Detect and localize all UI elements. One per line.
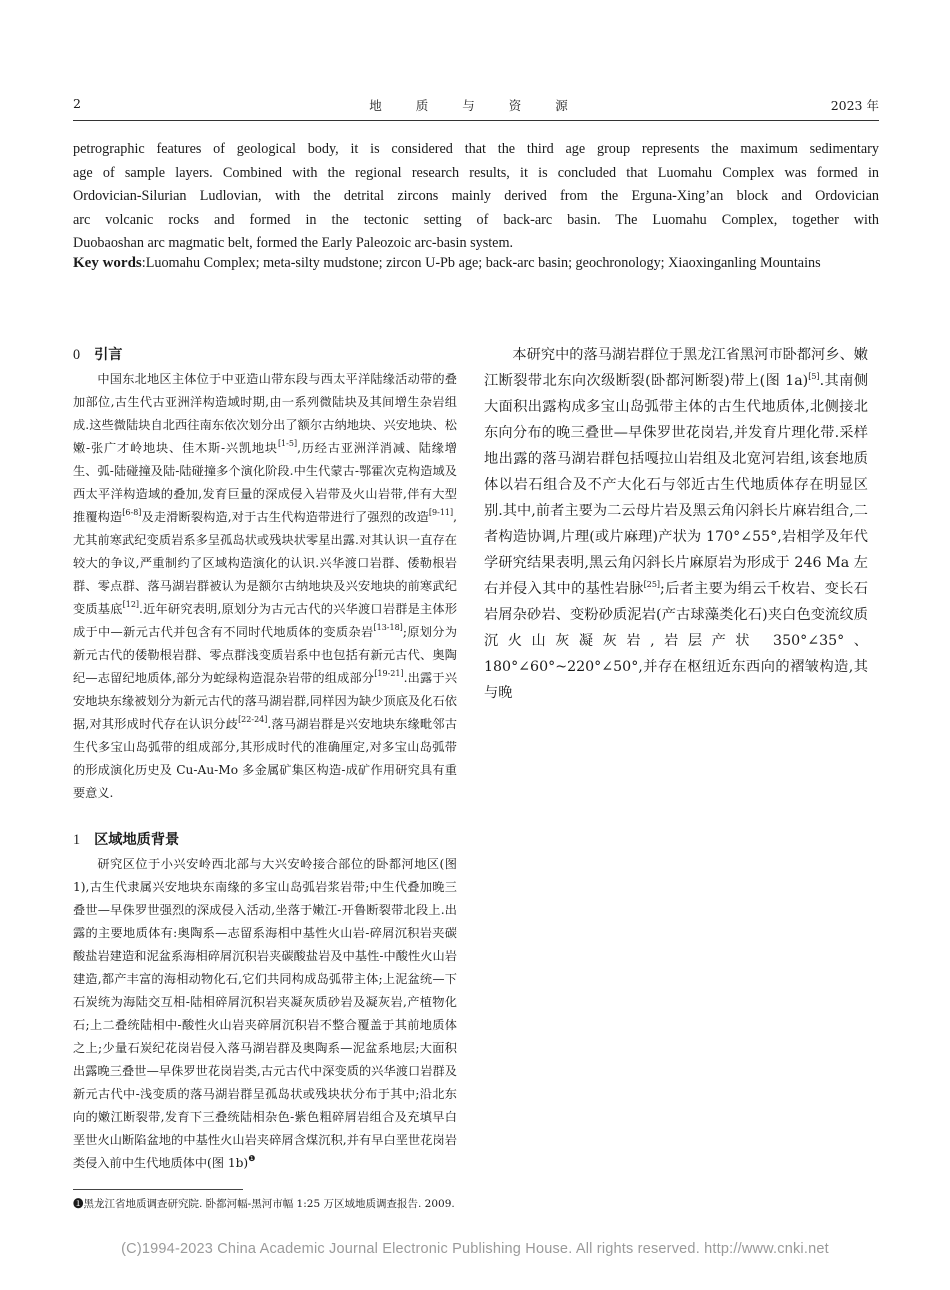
- abstract-line-3: Ordovician-Silurian Ludlovian, with the detrital zircons mainly derived from the Erguna-Xing’an block and Ordovician: [73, 188, 879, 204]
- footnote-rule: [73, 1189, 243, 1190]
- citation: [12]: [122, 600, 140, 609]
- section-gap: [73, 805, 457, 827]
- footnote: [73, 1196, 879, 1212]
- copyright-footer: (C)1994-2023 China Academic Journal Electronic Publishing House. All rights reserved. http://www.cnki.net: [121, 1241, 829, 1257]
- text-run: .出露于兴安地块东缘被划分为新元古代的落马湖岩群,同样因为缺少顶底及化石依据,对其形成时代存在认识分歧: [73, 671, 458, 731]
- page-number: 2: [73, 96, 81, 111]
- footnote-mark: ❶: [73, 1198, 84, 1210]
- keywords-text: Luomahu Complex; meta-silty mudstone; zircon U-Pb age; back-arc basin; geochronology; Xiaoxinganling Mountains: [145, 255, 821, 271]
- citation: [19-21]: [374, 669, 404, 678]
- footnote-text: 黑龙江省地质调查研究院. 卧都河幅-黑河市幅 1:25 万区域地质调查报告. 2009.: [83, 1198, 455, 1210]
- text-run: ;后者主要为绢云千枚岩、变长石岩屑杂砂岩、变粉砂质泥岩(产古球藻类化石)夹白色变流纹质沉火山灰凝灰岩,岩层产状 350°∠35°、180°∠60°~220°∠50°,并存在枢纽近东西向的褶皱构造,其与晚: [484, 581, 868, 701]
- regional-paragraph-2: [484, 342, 868, 706]
- citation: [13-18]: [373, 623, 403, 632]
- text-run: 研究区位于小兴安岭西北部与大兴安岭接合部位的卧都河地区(图 1),古生代隶属兴安地块东南缘的多宝山岛弧岩浆岩带;中生代叠加晚三叠世—早侏罗世强烈的深成侵入活动,坐落于嫩江-开鲁断裂带北段上.出露的主要地质体有:奥陶系—志留系海相中基性火山岩-碎屑沉积岩夹碳酸盐岩建造和泥盆系海相碎屑沉积岩夹碳酸盐岩及中基性-中酸性火山岩建造,都产丰富的海相动物化石,它们共同构成岛弧带主体;上泥盆统—下石炭统为海陆交互相-陆相碎屑沉积岩夹凝灰质砂岩及凝灰岩,产植物化石;上二叠统陆相中-酸性火山岩夹碎屑沉积岩不整合覆盖于其前地质体之上;少量石炭纪花岗岩侵入落马湖岩群及奥陶系—泥盆系地层;大面积出露晚三叠世—早侏罗世花岗岩类,古元古代中深变质的兴华渡口岩群及新元古代中-浅变质的落马湖岩群呈孤岛状或残块状分布于其中;沿北东向的嫩江断裂带,发育下三叠统陆相杂色-紫色粗碎屑岩组合及充填早白垩世火山断陷盆地的中基性火山岩夹碎屑含煤沉积,并有早白垩世花岗岩类侵入前中生代地质体中(图 1b): [73, 857, 457, 1170]
- abstract-line-2: age of sample layers. Combined with the regional research results, it is concluded that Luomahu Complex was formed in: [73, 164, 879, 181]
- citation: [25]: [643, 580, 661, 589]
- header-rule: [73, 120, 879, 121]
- section-heading-intro: [73, 342, 457, 368]
- text-run: 本研究中的落马湖岩群位于黑龙江省黑河市卧都河乡、嫩江断裂带北东向次级断裂(卧都河断裂)带上(图 1a): [484, 347, 868, 389]
- section-title: 区域地质背景: [94, 832, 180, 848]
- abstract-line-4: arc volcanic rocks and formed in the tectonic setting of back-arc basin. The Luomahu Complex, together with: [73, 211, 879, 228]
- footnote-marker: ❶: [248, 1154, 256, 1163]
- keywords-separator: :: [141, 255, 146, 271]
- intro-paragraph: [73, 368, 457, 805]
- text-run: .落马湖岩群是兴安地块东缘毗邻古生代多宝山岛弧带的组成部分,其形成时代的准确厘定,对多宝山岛弧带的形成演化历史及 Cu-Au-Mo 多金属矿集区构造-成矿作用研究具有重要意义.: [73, 717, 458, 800]
- regional-paragraph-1: [73, 853, 457, 1175]
- publication-year: 2023 年: [830, 98, 879, 113]
- citation: [6-8]: [122, 508, 142, 517]
- section-number: 0: [73, 347, 81, 363]
- section-title: 引言: [94, 347, 123, 363]
- abstract-line-5: Duobaoshan arc magmatic belt, formed the Early Paleozoic arc-basin system.: [73, 235, 514, 251]
- running-header: [73, 96, 879, 118]
- left-column: [73, 342, 457, 1175]
- section-number: 1: [73, 832, 81, 848]
- keywords-label: Key words: [73, 255, 142, 271]
- text-run: 中国东北地区主体位于中亚造山带东段与西太平洋陆缘活动带的叠加部位,古生代古亚洲洋构造域时期,由一系列微陆块及其间增生杂岩组成.这些微陆块自北西往南东依次划分出了额尔古纳地块、兴安地块、松嫩-张广才岭地块、佳木斯-兴凯地块: [73, 372, 457, 455]
- text-run: .近年研究表明,原划分为古元古代的兴华渡口岩群是主体形成于中—新元古代并包含有不同时代地质体的变质杂岩: [73, 602, 458, 639]
- section-heading-regional: [73, 827, 457, 853]
- journal-title: 地 质 与 资 源: [369, 98, 583, 113]
- citation: [9-11]: [428, 508, 454, 517]
- text-run: ,尤其前寒武纪变质岩系多呈孤岛状或残块状零星出露.对其认识一直存在较大的争议,严重制约了区域构造演化的认识.兴华渡口岩群、倭勒根岩群、零点群、落马湖岩群被认为是额尔古纳地块及兴安地块的前寒武纪变质基底: [73, 510, 457, 616]
- text-run: ;原划分为新元古代的倭勒根岩群、零点群浅变质岩系中也包括有新元古代、奥陶纪—志留纪地质体,部分为蛇绿构造混杂岩带的组成部分: [73, 625, 458, 685]
- keywords: [73, 252, 879, 276]
- citation: [1-5]: [277, 439, 298, 448]
- right-column: [484, 342, 868, 706]
- text-run: .其南侧大面积出露构成多宝山岛弧带主体的古生代地质体,北侧接北东向分布的晚三叠世—早侏罗世花岗岩,并发育片理化带.采样地出露的落马湖岩群包括嘎拉山岩组及北宽河岩组,该套地质体以岩石组合及不产大化石与邻近古生代地质体存在明显区别.其中,前者主要为二云母片岩及黑云角闪斜长片麻岩组合,二者构造协调,片理(或片麻理)产状为 170°∠55°,岩相学及年代学研究结果表明,黑云角闪斜长片麻原岩为形成于 246 Ma 左右并侵入其中的基性岩脉: [484, 373, 869, 597]
- text-run: 及走滑断裂构造,对于古生代构造带进行了强烈的改造: [141, 510, 429, 524]
- text-run: ,历经古亚洲洋消减、陆缘增生、弧-陆碰撞及陆-陆碰撞多个演化阶段.中生代蒙古-鄂霍次克构造域及西太平洋构造域的叠加,发育巨量的深成侵入岩带及火山岩带,伴有大型推覆构造: [73, 441, 457, 524]
- citation: [22-24]: [238, 715, 268, 724]
- abstract-line-1: petrographic features of geological body, it is considered that the third age group represents the maximum sedimentary: [73, 141, 879, 157]
- citation: [5]: [808, 372, 820, 381]
